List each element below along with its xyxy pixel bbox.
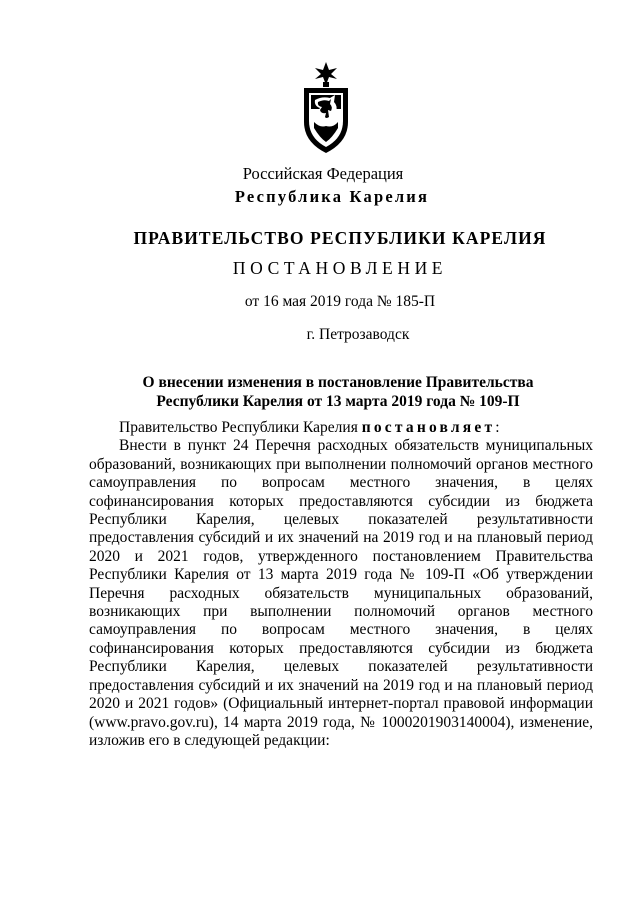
- preamble-colon: :: [495, 419, 500, 436]
- amendment-paragraph: Внести в пункт 24 Перечня расходных обязательств муниципальных образований, возникающих при выполнении полномочий органов местного самоуправления по вопросам местного значения, в целях софинансирования которых предоставляются субсидии из бюджета Республики Карелия, целевых показателей результативности предоставления субсидий и их значений на 2019 год и на плановый период 2020 и 2021 годов, утвержденного постановлением Правительства Республики Карелия от 13 марта 2019 года № 109-П «Об утверждении Перечня расходных обязательств муниципальных образований, возникающих при выполнении полномочий органов местного самоуправления по вопросам местного значения, в целях софинансирования которых предоставляются субсидии из бюджета Республики Карелия, целевых показателей результативности предоставления субсидий и их значений на 2019 год и на плановый период 2020 и 2021 годов» (Официальный интернет-портал правовой информации (www.pravo.gov.ru), 14 марта 2019 года, № 1000201903140004), изменение, изложив его в следующей редакции:: [89, 437, 593, 749]
- decree-word: постановляет: [361, 419, 496, 436]
- karelia-coat-of-arms-icon: [300, 62, 352, 154]
- document-body: [89, 419, 593, 750]
- document-city: г. Петрозаводск: [306, 326, 410, 343]
- government-name: ПРАВИТЕЛЬСТВО РЕСПУБЛИКИ КАРЕЛИЯ: [133, 228, 547, 248]
- document-title-line-2: Республики Карелия от 13 марта 2019 года № 109-П: [156, 393, 520, 410]
- preamble-paragraph: [89, 419, 593, 437]
- document-title-line-1: О внесении изменения в постановление Правительства: [142, 374, 534, 391]
- country-name: Российская Федерация: [242, 164, 404, 183]
- preamble-text: Правительство Республики Карелия: [119, 419, 362, 436]
- republic-name: Республика Карелия: [234, 187, 430, 206]
- document-type: ПОСТАНОВЛЕНИЕ: [232, 258, 448, 278]
- document-date-number: от 16 мая 2019 года № 185-П: [244, 293, 436, 310]
